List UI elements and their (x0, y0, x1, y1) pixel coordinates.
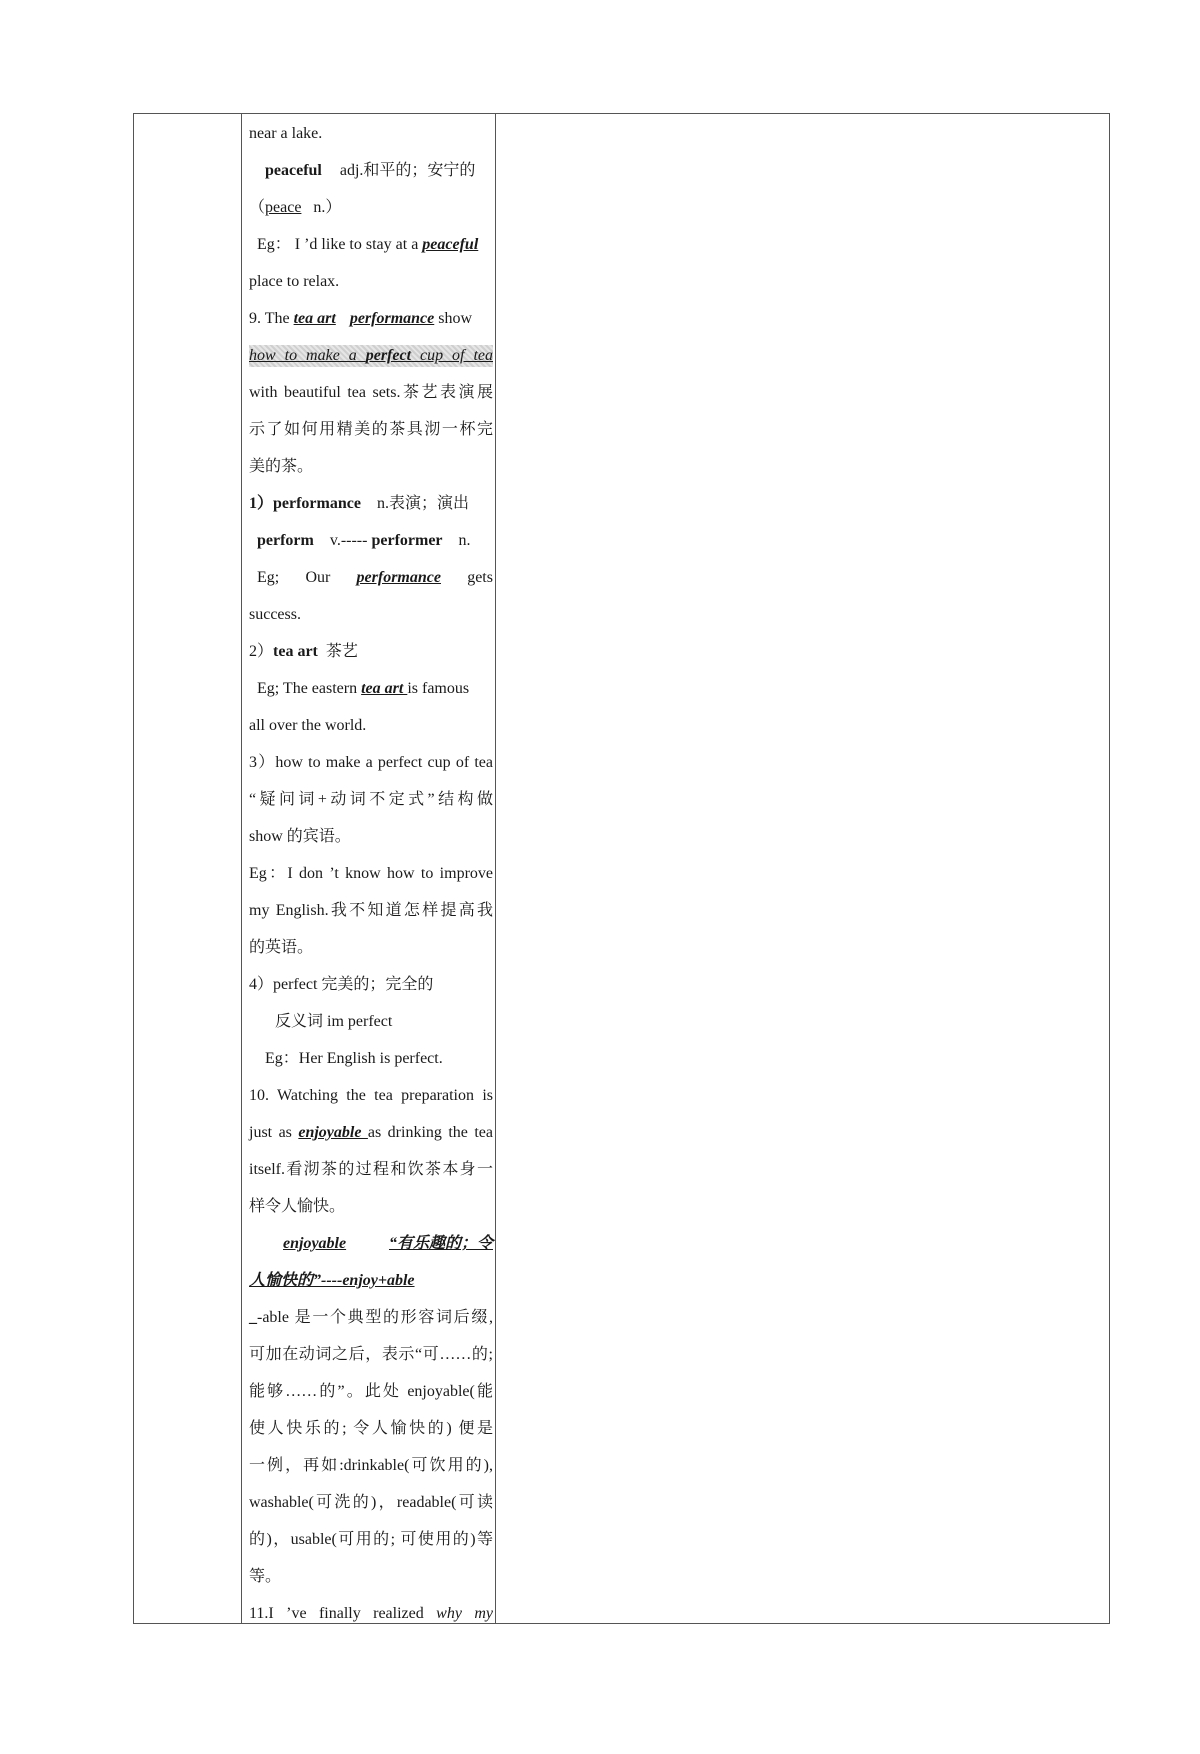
text-line: 能够……的”。此处 enjoyable(能 (249, 1383, 493, 1400)
key-word: peaceful (422, 236, 479, 253)
text-line: Eg：I don ’t know how to improve (249, 865, 493, 882)
text-line: show 的宾语。 (249, 828, 351, 845)
example-label: Eg; (257, 569, 280, 586)
text-line (249, 641, 493, 663)
text-line: 样令人愉快。 (249, 1198, 346, 1215)
word-form: n. (458, 532, 471, 549)
text-line (249, 308, 493, 330)
vocab-word: peace (265, 199, 302, 216)
item-number: 2） (249, 643, 274, 660)
text-line: 的英语。 (249, 939, 314, 956)
text-line: 反义词 im perfect (275, 1013, 393, 1030)
paren-close: n.） (313, 199, 342, 216)
sentence-text: how to make a (249, 347, 366, 364)
paren-open: （ (249, 199, 266, 216)
highlighted-line (249, 345, 493, 367)
text-line (249, 493, 493, 515)
definition: 茶艺 (325, 643, 358, 660)
example-text: Our (305, 569, 331, 586)
text-line: my English.我不知道怎样提高我 (249, 902, 493, 919)
text-line: near a lake. (249, 125, 323, 142)
text-line: 3）how to make a perfect cup of tea (249, 754, 493, 771)
text-line: 10. Watching the tea preparation is (249, 1087, 493, 1104)
vocab-word: performer (371, 532, 443, 549)
text-line (249, 1233, 493, 1255)
definition: adj.和平的；安宁的 (339, 162, 476, 179)
text-line: success. (249, 606, 301, 623)
text-line (249, 678, 493, 700)
key-word: enjoyable (283, 1235, 347, 1252)
text-line: “疑问词+动词不定式”结构做 (249, 791, 493, 808)
left-column (134, 114, 242, 1623)
vocab-word: tea art (273, 643, 318, 660)
text-line (249, 234, 501, 256)
text-line (249, 1122, 493, 1144)
vocab-word: peaceful (265, 162, 322, 179)
word-form: v.----- (329, 532, 368, 549)
sentence-text: just as (249, 1124, 299, 1141)
text-line (249, 1603, 493, 1625)
text-line: 人愉快的”----enjoy+able (249, 1272, 415, 1289)
example-text: is famous (407, 680, 470, 697)
text-line: Eg：Her English is perfect. (265, 1050, 443, 1067)
key-word: enjoyable (298, 1124, 368, 1141)
example-text: gets (467, 569, 493, 586)
text-line: with beautiful tea sets.茶艺表演展 (249, 384, 493, 401)
example-text: Eg： I ’d like to stay at a (257, 236, 423, 253)
text-line (249, 160, 509, 182)
text-line: 美的茶。 (249, 458, 314, 475)
example-text: Eg; The eastern (257, 680, 362, 697)
vocab-word: perform (257, 532, 314, 549)
key-phrase: performance (349, 310, 435, 327)
sentence-text: why my (436, 1605, 493, 1622)
notes-column (241, 114, 496, 1623)
key-word: performance (356, 569, 441, 586)
text-line (249, 530, 493, 552)
right-column (495, 114, 1109, 1623)
vocab-word: 1）performance (249, 495, 361, 512)
key-phrase: tea art (361, 680, 408, 697)
key-definition: “有乐趣的；令 (388, 1235, 493, 1252)
text-line: 等。 (249, 1568, 282, 1585)
lesson-table (133, 113, 1110, 1624)
text-line: 使人快乐的; 令人愉快的) 便是 (249, 1420, 493, 1437)
text-line: all over the world. (249, 717, 367, 734)
text-line: itself.看沏茶的过程和饮茶本身一 (249, 1161, 493, 1178)
text-line: 示了如何用精美的茶具沏一杯完 (249, 421, 493, 438)
text-line (249, 197, 493, 219)
sentence-text: 11.I ’ve finally realized (249, 1605, 437, 1622)
sentence-text: -able 是一个典型的形容词后缀, (257, 1309, 493, 1326)
sentence-text: 9. The (249, 310, 294, 327)
definition: n.表演；演出 (376, 495, 469, 512)
key-word: perfect (365, 347, 412, 364)
text-line: 4）perfect 完美的；完全的 (249, 976, 434, 993)
marker: _ (249, 1309, 257, 1326)
text-line (249, 567, 493, 589)
text-line: washable(可洗的)，readable(可读 (249, 1494, 493, 1511)
text-line: place to relax. (249, 273, 340, 290)
sentence-text: cup of tea (411, 347, 494, 364)
key-phrase: tea art (293, 310, 336, 327)
text-line: 的)，usable(可用的; 可使用的)等 (249, 1531, 493, 1548)
sentence-text: show (438, 310, 473, 327)
text-line: 可加在动词之后，表示“可……的; (249, 1346, 493, 1363)
text-line: 一例，再如:drinkable(可饮用的), (249, 1457, 493, 1474)
sentence-text: as drinking the tea (367, 1124, 494, 1141)
text-line (249, 1307, 493, 1329)
